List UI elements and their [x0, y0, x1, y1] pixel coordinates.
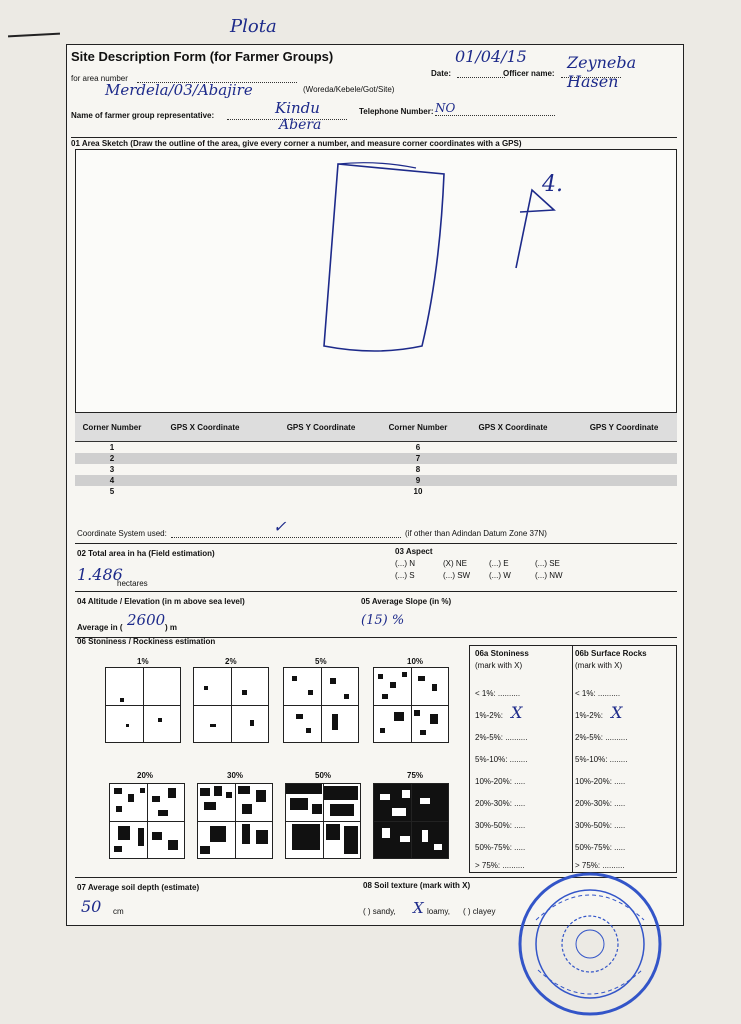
corner-cell: 7 — [381, 453, 455, 464]
stoniness-col-b-sub: (mark with X) — [575, 661, 623, 670]
stoniness-chart-75pct — [373, 783, 449, 859]
stoniness-chart-20pct — [109, 783, 185, 859]
aspect-s[interactable]: (...) S — [395, 571, 415, 580]
officer-value: Zeyneba Hasen — [567, 53, 637, 91]
altitude-label: 04 Altitude / Elevation (in m above sea level) — [77, 597, 245, 606]
corner-cell: 4 — [75, 475, 149, 486]
slope-label: 05 Average Slope (in %) — [361, 597, 452, 606]
stoniness-chart-50pct — [285, 783, 361, 859]
aspect-nw[interactable]: (...) NW — [535, 571, 563, 580]
margin-dash — [8, 33, 60, 38]
corner-cell: 10 — [413, 487, 423, 496]
stoniness-col-a-sub: (mark with X) — [475, 661, 523, 670]
total-area-value: 1.486 — [77, 565, 123, 584]
col-gps-y-2: GPS Y Coordinate — [571, 413, 677, 442]
rocks-b-row[interactable]: 20%-30%: ..... — [575, 799, 626, 808]
rep-label: Name of farmer group representative: — [71, 111, 215, 120]
pct-label: 2% — [225, 657, 237, 666]
soil-texture-sandy[interactable]: ( ) sandy, — [363, 907, 396, 916]
pct-label: 75% — [407, 771, 424, 780]
pct-label: 20% — [137, 771, 154, 780]
soil-texture-clayey[interactable]: ( ) clayey — [463, 907, 496, 916]
rocks-b-row[interactable]: < 1%: .......... — [575, 689, 621, 698]
col-gps-x-2: GPS X Coordinate — [455, 413, 571, 442]
stoniness-a-row[interactable]: 20%-30%: ..... — [475, 799, 526, 808]
aspect-n[interactable]: (...) N — [395, 559, 415, 568]
altitude-suffix: ) m — [165, 623, 177, 632]
soil-texture-loamy[interactable]: loamy, — [427, 907, 450, 916]
rocks-b-row[interactable]: 2%-5%: .......... — [575, 733, 628, 742]
margin-note: Plota — [230, 16, 277, 37]
stoniness-chart-2pct — [193, 667, 269, 743]
official-stamp — [516, 870, 664, 1018]
corner-cell: 8 — [415, 465, 421, 474]
table-row — [75, 453, 677, 464]
table-row — [75, 464, 677, 475]
pct-label: 1% — [137, 657, 149, 666]
corner-cell: 3 — [109, 465, 115, 474]
area-number-hint: (Woreda/Kebele/Got/Site) — [303, 85, 395, 94]
area-number-label: for area number — [71, 74, 128, 83]
aspect-se[interactable]: (...) SE — [535, 559, 560, 568]
coordinate-system-mark: ✓ — [273, 517, 287, 536]
total-area-label: 02 Total area in ha (Field estimation) — [77, 549, 215, 558]
aspect-sw[interactable]: (...) SW — [443, 571, 471, 580]
stoniness-a-row[interactable]: 1%-2%: — [475, 711, 504, 720]
rocks-b-row[interactable]: 1%-2%: — [575, 711, 604, 720]
rocks-b-mark: X — [611, 703, 623, 722]
phone-label: Telephone Number: — [359, 107, 434, 116]
aspect-w[interactable]: (...) W — [489, 571, 511, 580]
phone-value: NO — [435, 101, 456, 115]
stoniness-a-row[interactable]: 5%-10%: ........ — [475, 755, 528, 764]
pct-label: 10% — [407, 657, 424, 666]
coordinate-system-label: Coordinate System used: — [77, 529, 167, 538]
stoniness-col-b-title: 06b Surface Rocks — [575, 649, 647, 658]
area-number-value: Merdela/03/Abajire — [105, 81, 253, 99]
stoniness-col-a-title: 06a Stoniness — [475, 649, 529, 658]
stoniness-a-mark: X — [511, 703, 523, 722]
north-mark: 4. — [542, 172, 563, 197]
table-row — [75, 442, 677, 454]
aspect-ne[interactable]: (X) NE — [443, 559, 467, 568]
stoniness-chart-1pct — [105, 667, 181, 743]
soil-depth-label: 07 Average soil depth (estimate) — [77, 883, 200, 892]
pct-label: 5% — [315, 657, 327, 666]
soil-depth-unit: cm — [113, 907, 124, 916]
slope-value: (15) % — [361, 613, 405, 628]
coordinate-system-note: (if other than Adindan Datum Zone 37N) — [405, 529, 547, 538]
total-area-unit: hectares — [117, 579, 148, 588]
col-gps-x: GPS X Coordinate — [149, 413, 261, 442]
form-title: Site Description Form (for Farmer Groups) — [71, 49, 334, 64]
col-corner-number-2: Corner Number — [381, 413, 455, 442]
corner-cell: 2 — [75, 453, 149, 464]
stoniness-a-row[interactable]: < 1%: .......... — [475, 689, 521, 698]
stoniness-label: 06 Stoniness / Rockiness estimation — [77, 637, 216, 646]
col-gps-y: GPS Y Coordinate — [261, 413, 381, 442]
gps-coordinate-table — [75, 413, 677, 497]
table-row — [75, 486, 677, 497]
aspect-label: 03 Aspect — [395, 547, 433, 556]
altitude-prefix: Average in ( — [77, 623, 123, 632]
col-corner-number: Corner Number — [75, 413, 149, 442]
date-label: Date: — [431, 69, 452, 78]
pct-label: 30% — [227, 771, 244, 780]
corner-cell: 1 — [109, 443, 115, 452]
site-description-form — [66, 44, 684, 926]
stoniness-a-row[interactable]: 50%-75%: ..... — [475, 843, 526, 852]
stoniness-chart-5pct — [283, 667, 359, 743]
stoniness-chart-10pct — [373, 667, 449, 743]
corner-cell: 9 — [381, 475, 455, 486]
sketch-drawing — [76, 150, 676, 412]
rocks-b-row[interactable]: 5%-10%: ........ — [575, 755, 628, 764]
soil-texture-label: 08 Soil texture (mark with X) — [363, 881, 471, 890]
rocks-b-row[interactable]: 10%-20%: ..... — [575, 777, 626, 786]
sketch-area — [75, 149, 677, 413]
sketch-label: 01 Area Sketch (Draw the outline of the area, give every corner a number, and measure corner coordinates with a GPS) — [71, 137, 677, 148]
rocks-b-row[interactable]: 30%-50%: ..... — [575, 821, 626, 830]
stoniness-a-row[interactable]: > 75%: .......... — [475, 861, 525, 870]
stoniness-a-row[interactable]: 2%-5%: .......... — [475, 733, 528, 742]
officer-label: Officer name: — [503, 69, 555, 78]
altitude-value: 2600 — [127, 611, 166, 629]
rep-value-line2: Abera — [279, 117, 322, 133]
soil-texture-loamy-mark: X — [413, 899, 424, 917]
rocks-b-row[interactable]: 50%-75%: ..... — [575, 843, 626, 852]
table-row — [75, 475, 677, 486]
corner-cell: 5 — [109, 487, 115, 496]
rocks-b-row[interactable]: > 75%: .......... — [575, 861, 625, 870]
aspect-e[interactable]: (...) E — [489, 559, 509, 568]
rep-value-line1: Kindu — [275, 99, 320, 117]
date-value: 01/04/15 — [455, 47, 527, 66]
corner-cell: 6 — [415, 443, 421, 452]
pct-label: 50% — [315, 771, 332, 780]
stoniness-chart-30pct — [197, 783, 273, 859]
soil-depth-value: 50 — [81, 897, 102, 916]
stoniness-a-row[interactable]: 30%-50%: ..... — [475, 821, 526, 830]
stoniness-a-row[interactable]: 10%-20%: ..... — [475, 777, 526, 786]
